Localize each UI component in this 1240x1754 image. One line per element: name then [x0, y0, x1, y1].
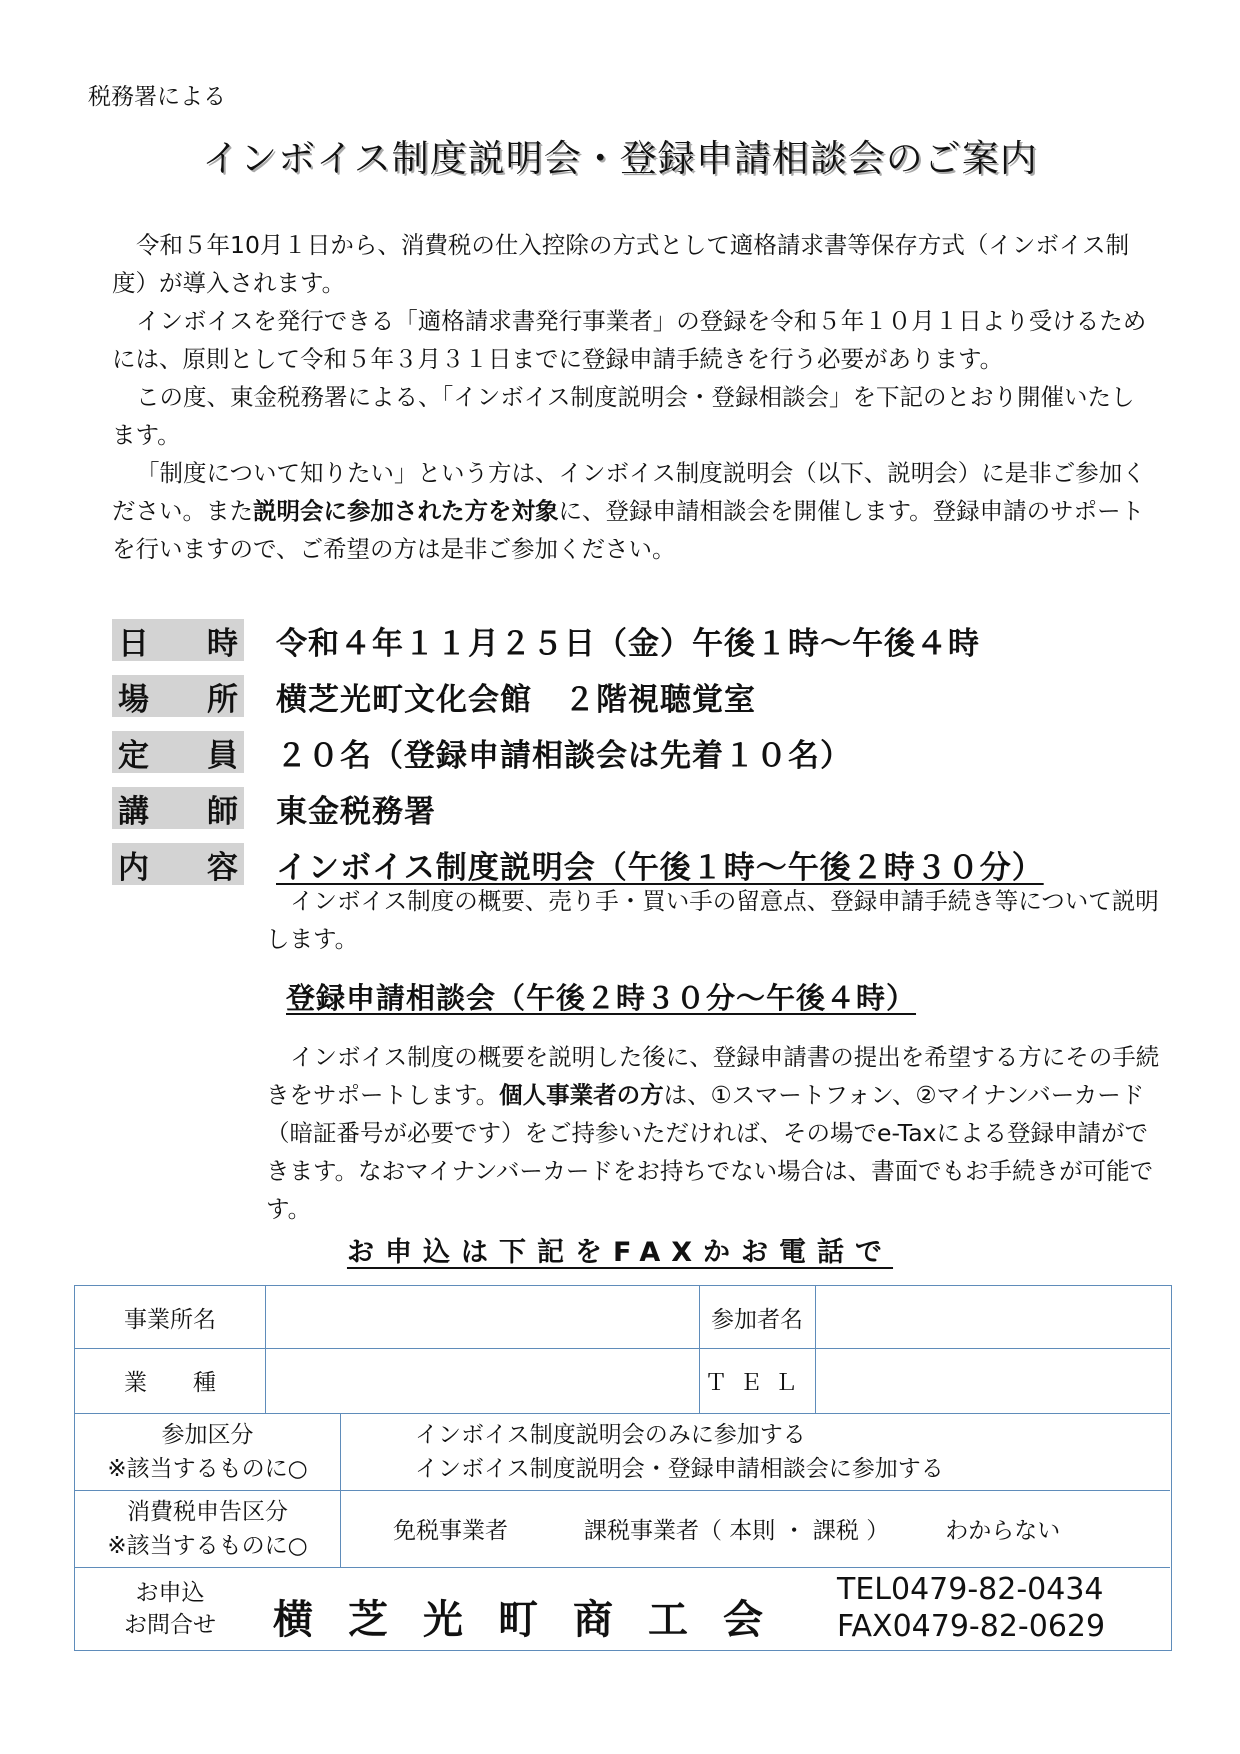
intro-text-segment: に、登録申請相談会を開催します。登録申請のサポートを行いますので、ご希望の方は是非ご参加ください。 — [112, 497, 1145, 563]
label-char: 容 — [207, 849, 238, 886]
label-line: お申込 — [135, 1579, 205, 1606]
consult-emphasis: 個人事業者の方 — [499, 1081, 664, 1109]
label-char: 師 — [207, 793, 238, 830]
label-char: 講 — [118, 793, 149, 830]
label-char: 日 — [118, 625, 149, 662]
intro-paragraph: インボイスを発行できる「適格請求書発行事業者」の登録を令和５年１０月１日より受けるためには、原則として令和５年３月３１日までに登録申請手続きを行う必要があります。 — [112, 307, 1147, 373]
participation-options — [341, 1413, 1169, 1490]
detail-row-venue — [112, 668, 1152, 724]
tax-option[interactable]: 免税事業者 — [393, 1518, 508, 1544]
intro-paragraph: この度、東金税務署による、「インボイス制度説明会・登録相談会」を下記のとおり開催いたします。 — [112, 383, 1135, 449]
detail-row-datetime — [112, 612, 1152, 668]
label-char: 員 — [207, 737, 238, 774]
detail-value: 横芝光町文化会館 ２階視聴覚室 — [276, 681, 756, 718]
contact-label — [75, 1567, 265, 1650]
contact-tel: TEL0479-82-0434 — [837, 1572, 1104, 1607]
participation-option[interactable]: インボイス制度説明会・登録申請相談会に参加する — [415, 1455, 944, 1482]
tax-options — [341, 1490, 1169, 1567]
detail-value: ２０名（登録申請相談会は先着１０名） — [276, 737, 852, 774]
intro-emphasis: 説明会に参加された方を対象 — [253, 497, 559, 525]
intro-paragraph: 令和５年10月１日から、消費税の仕入控除の方式として適格請求書等保存方式（インボイス制度）が導入されます。 — [112, 231, 1130, 297]
intro-text-segment: 「制度について知りたい」という方は、インボイス制度説明会（以下、説明会）に是非ご参加ください。また — [112, 459, 1146, 525]
event-details — [112, 612, 1152, 892]
label-char: 定 — [118, 737, 149, 774]
detail-label — [112, 787, 244, 829]
organization-name: 横芝光町商工会 — [273, 1597, 798, 1643]
industry-label: 業 種 — [124, 1370, 216, 1396]
label-char: 所 — [207, 681, 238, 718]
label-char: 場 — [118, 681, 149, 718]
consultation-description — [266, 1038, 1162, 1228]
tax-category-label — [75, 1490, 340, 1567]
label-line: 消費税申告区分 — [127, 1498, 288, 1525]
detail-value: 東金税務署 — [276, 793, 436, 830]
tax-option[interactable]: 課税事業者（ 本則 ・ 課税 ） — [584, 1518, 890, 1544]
label-char: 内 — [118, 849, 149, 886]
application-heading: お申込は下記をFAXかお電話で — [346, 1237, 894, 1268]
application-form — [74, 1285, 1172, 1651]
industry-field[interactable] — [266, 1349, 698, 1412]
participant-name-field[interactable] — [816, 1287, 1169, 1347]
detail-label — [112, 843, 244, 885]
tel-field[interactable] — [816, 1349, 1169, 1412]
detail-value: インボイス制度説明会（午後１時～午後２時３０分） — [276, 849, 1044, 886]
detail-row-lecturer — [112, 780, 1152, 836]
detail-label — [112, 675, 244, 717]
business-name-label: 事業所名 — [124, 1306, 216, 1333]
detail-row-capacity — [112, 724, 1152, 780]
contact-fax: FAX0479-82-0629 — [837, 1609, 1106, 1644]
page-title: インボイス制度説明会・登録申請相談会のご案内 — [202, 137, 1038, 180]
organizer-line: 税務署による — [88, 84, 226, 110]
detail-label — [112, 731, 244, 773]
label-line: ※該当するものに○ — [107, 1532, 308, 1559]
intro-text — [112, 226, 1152, 568]
consult-text-segment: インボイス制度の概要を説明した後に、登録申請書の提出を希望する方にその手続きをサポートします。 — [266, 1043, 1160, 1109]
consultation-heading: 登録申請相談会（午後２時３０分～午後４時） — [286, 981, 917, 1015]
consult-text-segment: は、①スマートフォン、②マイナンバーカード（暗証番号が必要です）をご持参いただければ、その場でe-Taxによる登録申請ができます。なおマイナンバーカードをお持ちでない場合は、書面でもお手続きが可能です。 — [266, 1081, 1154, 1223]
detail-label — [112, 619, 244, 661]
label-line: お問合せ — [124, 1611, 216, 1638]
business-name-field[interactable] — [266, 1287, 698, 1347]
participation-category-label — [75, 1413, 340, 1490]
participation-option[interactable]: インボイス制度説明会のみに参加する — [415, 1421, 806, 1448]
label-line: 参加区分 — [161, 1421, 254, 1448]
seminar-description: インボイス制度の概要、売り手・買い手の留意点、登録申請手続き等について説明します。 — [266, 887, 1159, 953]
intro-paragraph — [112, 454, 1152, 568]
tax-option[interactable]: わからない — [945, 1518, 1061, 1544]
tel-label: ＴＥＬ — [704, 1370, 810, 1396]
label-char: 時 — [207, 625, 238, 662]
detail-value: 令和４年１１月２５日（金）午後１時～午後４時 — [276, 625, 980, 662]
participant-name-label: 参加者名 — [711, 1306, 803, 1333]
label-line: ※該当するものに○ — [107, 1455, 308, 1482]
